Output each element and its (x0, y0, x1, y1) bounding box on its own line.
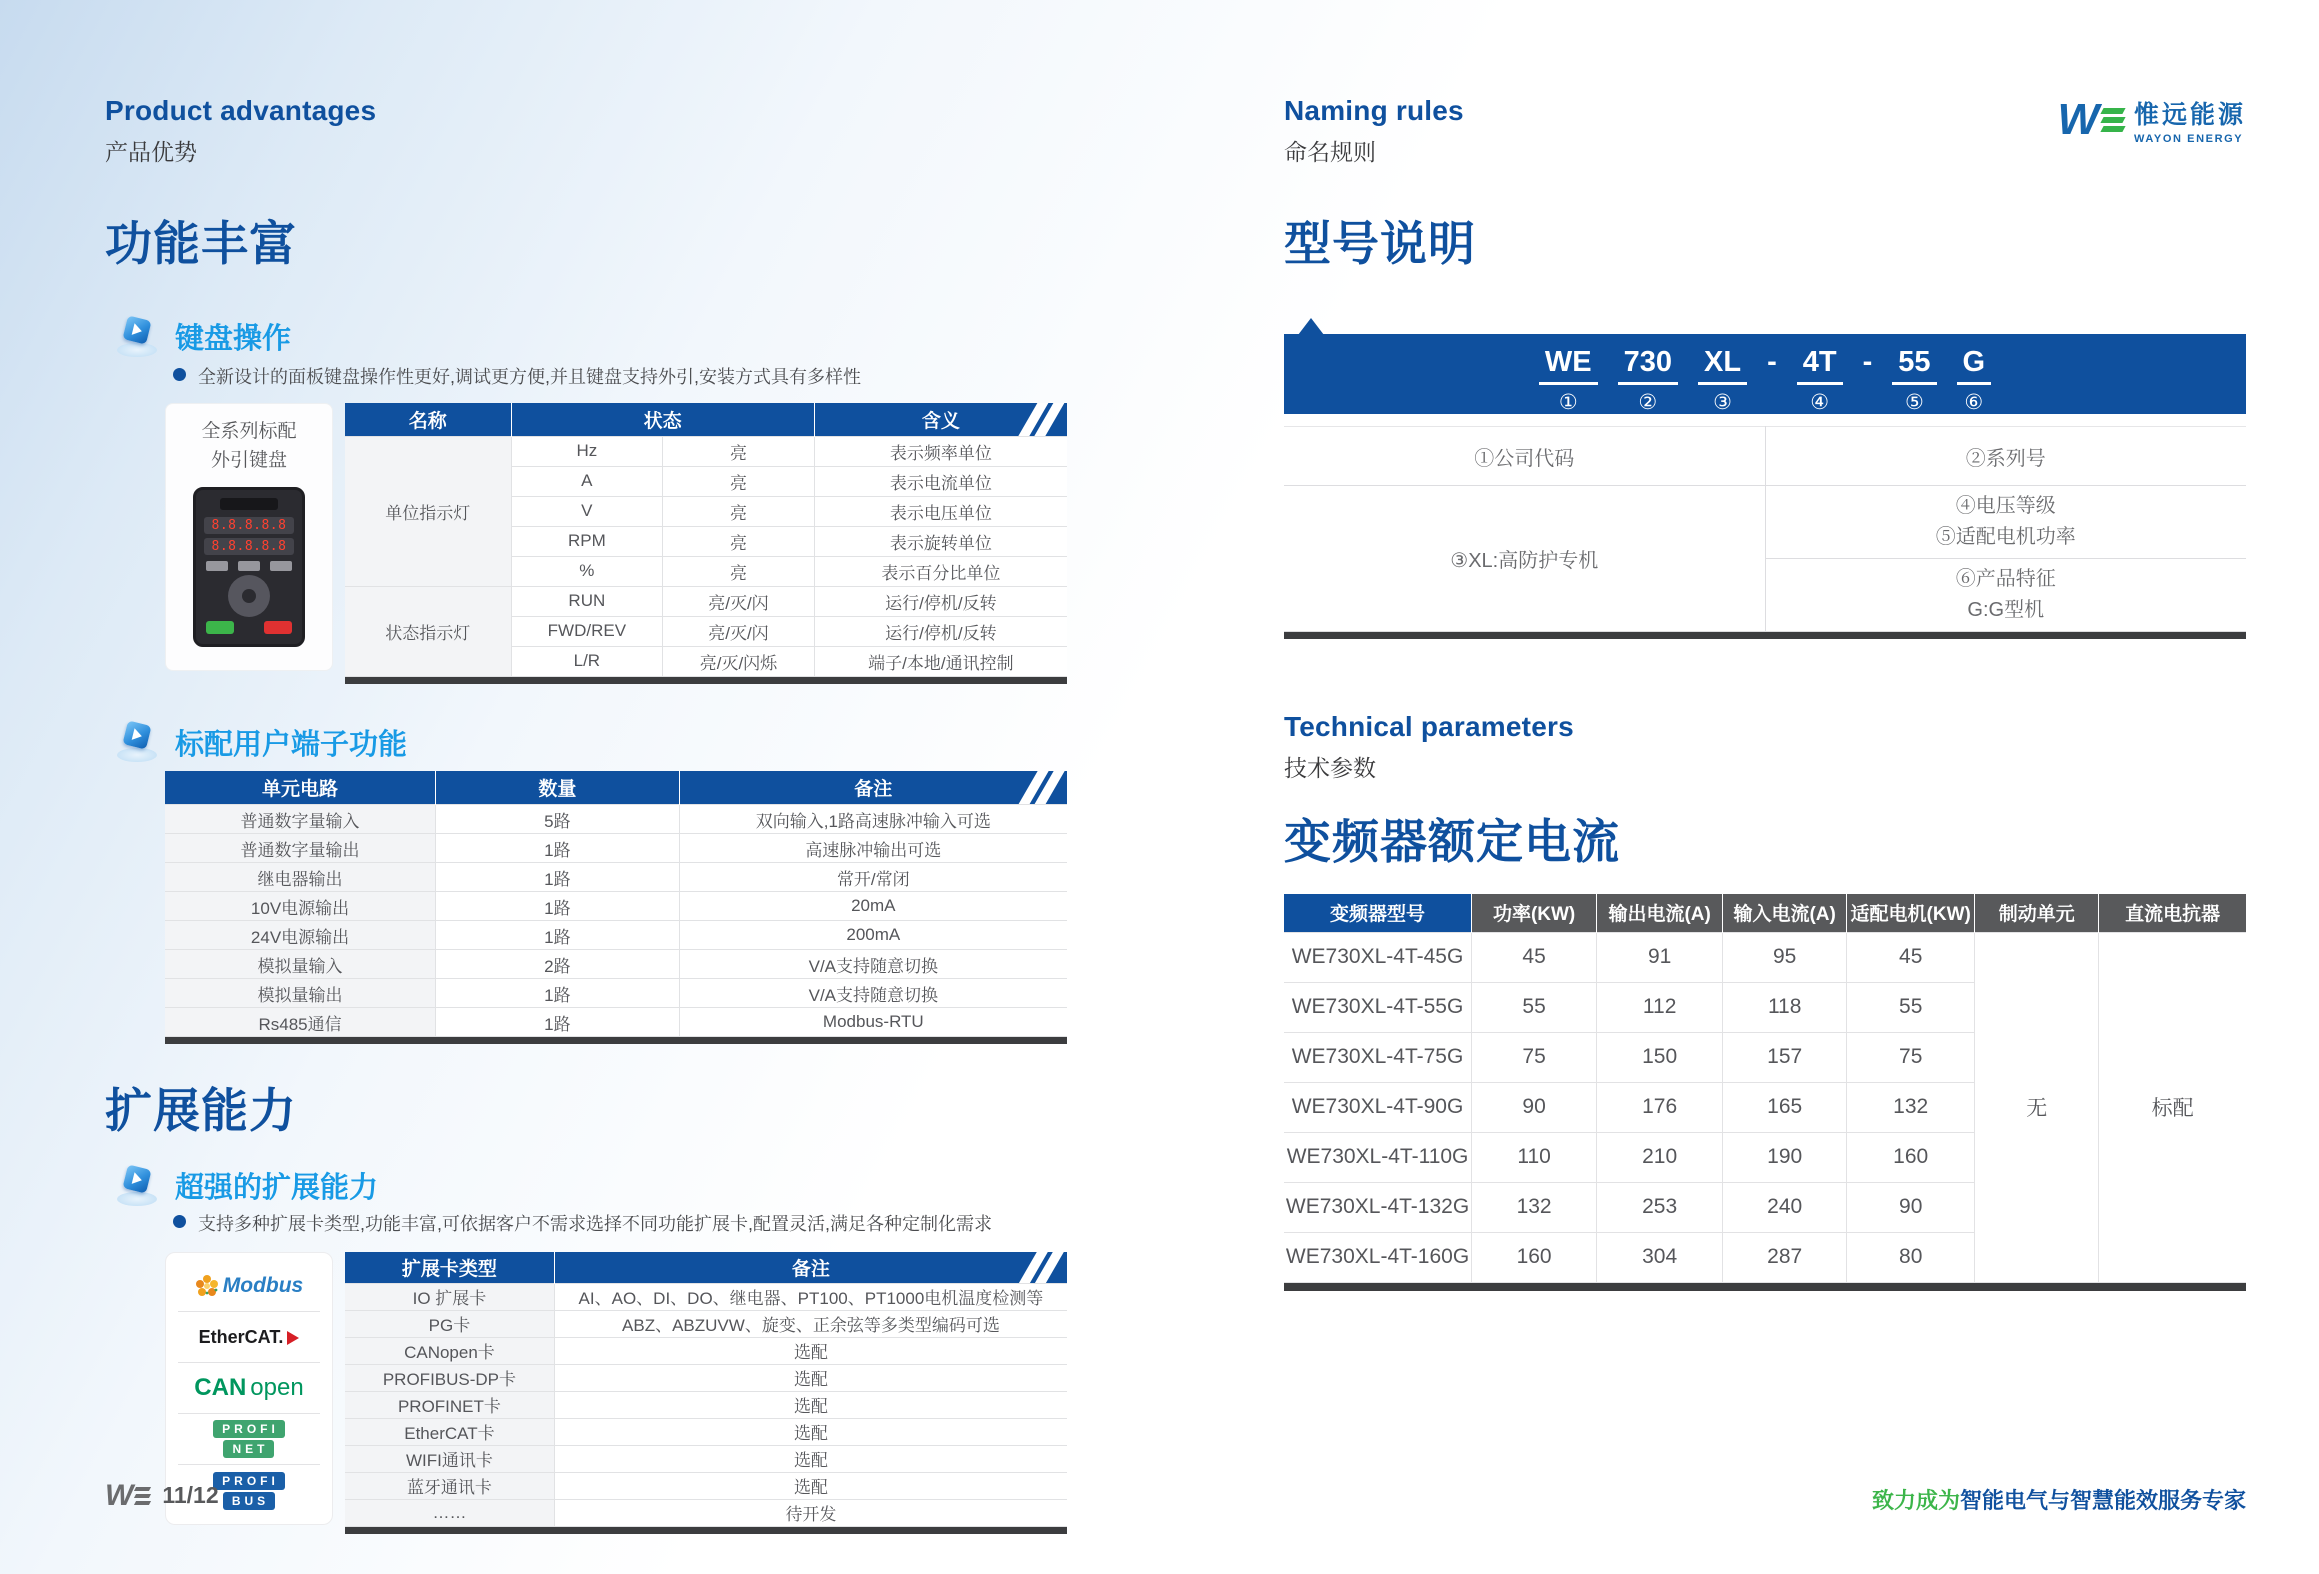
feature-title: 键盘操作 (175, 323, 292, 355)
legend-series-no: ②系列号 (1765, 427, 2246, 486)
table-row (345, 1445, 1067, 1472)
section-title-en: Product advantages (105, 95, 377, 126)
cell-model: WE730XL-4T-110G (1284, 1132, 1472, 1182)
keypad-button (206, 561, 228, 571)
cell: 132 (1847, 1082, 1975, 1132)
naming-legend-table-wrap (1284, 426, 2246, 639)
keypad-run-button (206, 621, 234, 634)
cell: 选配 (554, 1391, 1067, 1418)
keypad-button-row-2 (206, 621, 292, 634)
model-code (1539, 346, 1991, 415)
expansion-table (345, 1252, 1067, 1527)
table-row (345, 1337, 1067, 1364)
col-header-meaning: 含义 (814, 403, 1067, 436)
cell: 蓝牙通讯卡 (345, 1472, 554, 1499)
cell: 模拟量输入 (165, 950, 436, 979)
cell: 90 (1472, 1082, 1597, 1132)
cell: 150 (1597, 1032, 1723, 1082)
cell: 240 (1723, 1182, 1847, 1232)
cell: 160 (1847, 1132, 1975, 1182)
modbus-flower-icon (195, 1274, 219, 1298)
table-row (345, 1283, 1067, 1310)
code-dash: - (1767, 345, 1777, 378)
cell: % (511, 556, 663, 586)
cell: 132 (1472, 1182, 1597, 1232)
keypad-button (238, 561, 260, 571)
code-token: WE ① (1539, 346, 1598, 415)
table-header-row (345, 1252, 1067, 1283)
cell: 200mA (679, 921, 1067, 950)
logo-text-zh: 惟远能源 (2133, 101, 2246, 129)
col-header-circuit: 单元电路 (165, 771, 436, 805)
table-row (165, 1008, 1067, 1037)
cell: 55 (1472, 982, 1597, 1032)
logo-text-en: WAYON ENERGY (2133, 133, 2244, 145)
table-row (165, 863, 1067, 892)
cell: 55 (1847, 982, 1975, 1032)
cell: 90 (1847, 1182, 1975, 1232)
cell-model: WE730XL-4T-55G (1284, 982, 1472, 1032)
cell: 2路 (436, 950, 680, 979)
cell: 亮/灭/闪 (663, 616, 815, 646)
cell: 75 (1472, 1032, 1597, 1082)
cell: 190 (1723, 1132, 1847, 1182)
cell: 运行/停机/反转 (814, 616, 1067, 646)
cell: 表示频率单位 (814, 436, 1067, 466)
cell: 高速脉冲输出可选 (679, 834, 1067, 863)
cell: 继电器输出 (165, 863, 436, 892)
cell: 95 (1723, 932, 1847, 982)
cell: 亮 (663, 436, 815, 466)
cell: 选配 (554, 1418, 1067, 1445)
cell: 1路 (436, 1008, 680, 1037)
cell: 210 (1597, 1132, 1723, 1182)
keypad-caption-line1: 全系列标配 (201, 421, 297, 442)
cell: 表示百分比单位 (814, 556, 1067, 586)
cube-icon (115, 1166, 159, 1206)
heading-rich-features: 功能丰富 (105, 217, 297, 270)
feature-keyboard-operation (115, 316, 1067, 357)
table-row (165, 921, 1067, 950)
legend-product-feature: ⑥产品特征 G:G型机 (1765, 559, 2246, 632)
table-row (1284, 932, 2246, 982)
col-header-card-type: 扩展卡类型 (345, 1252, 554, 1283)
col-header-note: 备注 (554, 1252, 1067, 1283)
col-header-qty: 数量 (436, 771, 680, 805)
ethercat-arrow-icon (287, 1331, 299, 1345)
cell: 110 (1472, 1132, 1597, 1182)
col-header-input-current: 输入电流(A) (1723, 894, 1847, 932)
slogan-green: 致力成为 (1871, 1488, 1960, 1513)
table-header-row (1284, 894, 2246, 932)
cell: 普通数字量输出 (165, 834, 436, 863)
table-header-row (165, 771, 1067, 805)
legend-voltage-power: ④电压等级 ⑤适配电机功率 (1765, 486, 2246, 559)
cell: ABZ、ABZUVW、旋变、正余弦等多类型编码可选 (554, 1310, 1067, 1337)
cell: 45 (1847, 932, 1975, 982)
keypad-display-1: 8.8.8.8.8 (204, 517, 294, 534)
cell: 75 (1847, 1032, 1975, 1082)
cell: 1路 (436, 863, 680, 892)
profibus-logo: PROFI BUS (178, 1465, 320, 1516)
section-title-en: Technical parameters (1284, 711, 1574, 742)
table-row (1284, 427, 2246, 486)
wayon-logo-mark-icon: W (2057, 100, 2124, 140)
col-header-motor: 适配电机(KW) (1847, 894, 1975, 932)
cell: 亮/灭/闪 (663, 586, 815, 616)
cell-brake-unit: 无 (1975, 932, 2099, 1282)
cell: 选配 (554, 1445, 1067, 1472)
bullet-dot-icon (173, 1215, 186, 1228)
section-title-zh: 命名规则 (1284, 139, 1376, 165)
cell: 1路 (436, 921, 680, 950)
cell: PROFINET卡 (345, 1391, 554, 1418)
cell: 20mA (679, 892, 1067, 921)
cell: RUN (511, 586, 663, 616)
cell: AI、AO、DI、DO、继电器、PT100、PT1000电机温度检测等 (554, 1283, 1067, 1310)
cell: PROFIBUS-DP卡 (345, 1364, 554, 1391)
table-row (165, 950, 1067, 979)
cell: 287 (1723, 1232, 1847, 1282)
cell: 亮 (663, 526, 815, 556)
code-token: 55 ⑤ (1892, 346, 1936, 415)
table-row (1284, 486, 2246, 559)
cell: 157 (1723, 1032, 1847, 1082)
cell: V/A支持随意切换 (679, 950, 1067, 979)
cell: 24V电源输出 (165, 921, 436, 950)
code-token: XL ③ (1698, 346, 1747, 415)
col-header-model: 变频器型号 (1284, 894, 1472, 932)
legend-company-code: ①公司代码 (1284, 427, 1765, 486)
code-token: G ⑥ (1957, 346, 1992, 415)
col-header-power: 功率(KW) (1472, 894, 1597, 932)
keypad-button-row-1 (206, 561, 292, 571)
code-token: 730 ② (1618, 346, 1678, 415)
cell: 10V电源输出 (165, 892, 436, 921)
table-row (165, 979, 1067, 1008)
footer-slogan (1872, 1484, 2246, 1515)
slogan-blue: 智能电气与智慧能效服务专家 (1959, 1488, 2246, 1513)
cell: V/A支持随意切换 (679, 979, 1067, 1008)
legend-xl: ③XL:高防护专机 (1284, 486, 1765, 632)
table-row (345, 1391, 1067, 1418)
cell: Hz (511, 436, 663, 466)
heading-rated-current: 变频器额定电流 (1284, 815, 1620, 868)
cell-model: WE730XL-4T-160G (1284, 1232, 1472, 1282)
cell: 双向输入,1路高速脉冲输入可选 (679, 805, 1067, 834)
group-unit-indicators: 单位指示灯 (345, 436, 511, 586)
expansion-table-wrap (345, 1252, 1067, 1534)
keyboard-bullet (173, 363, 1067, 389)
cell: 1路 (436, 979, 680, 1008)
code-token: 4T ④ (1797, 346, 1843, 415)
col-header-note: 备注 (679, 771, 1067, 805)
cell: 亮 (663, 556, 815, 586)
cell: WIFI通讯卡 (345, 1445, 554, 1472)
cell-model: WE730XL-4T-90G (1284, 1082, 1472, 1132)
footer-page-number (105, 1479, 219, 1512)
heading-expansion-capability: 扩展能力 (105, 1084, 297, 1137)
table-row (345, 1472, 1067, 1499)
cell: 模拟量输出 (165, 979, 436, 1008)
cell: 常开/常闭 (679, 863, 1067, 892)
pointer-triangle-icon (1298, 318, 1324, 335)
table-row (165, 805, 1067, 834)
cell: IO 扩展卡 (345, 1283, 554, 1310)
expansion-bullet (173, 1210, 1067, 1236)
cell: 176 (1597, 1082, 1723, 1132)
keypad-display-2: 8.8.8.8.8 (204, 538, 294, 555)
keypad-button (270, 561, 292, 571)
cell-model: WE730XL-4T-132G (1284, 1182, 1472, 1232)
section-title-en: Naming rules (1284, 95, 1464, 126)
cell: 普通数字量输入 (165, 805, 436, 834)
indicator-table (345, 403, 1067, 677)
feature-title: 标配用户端子功能 (175, 728, 408, 761)
cell: RPM (511, 526, 663, 556)
bullet-text: 支持多种扩展卡类型,功能丰富,可依据客户不需求选择不同功能扩展卡,配置灵活,满足各种定制化需求 (198, 1214, 992, 1234)
cell: 1路 (436, 892, 680, 921)
cell-model: WE730XL-4T-75G (1284, 1032, 1472, 1082)
cell: 91 (1597, 932, 1723, 982)
cell: 160 (1472, 1232, 1597, 1282)
cell: 端子/本地/通讯控制 (814, 646, 1067, 676)
cell: CANopen卡 (345, 1337, 554, 1364)
cell: 运行/停机/反转 (814, 586, 1067, 616)
table-row (345, 586, 1067, 616)
table-row (345, 436, 1067, 466)
cell: PG卡 (345, 1310, 554, 1337)
profinet-logo: PROFI NET (178, 1414, 320, 1465)
keypad-caption-line2: 外引键盘 (210, 449, 287, 471)
table-header-row (345, 403, 1067, 436)
cell: 表示电流单位 (814, 466, 1067, 496)
cell: L/R (511, 646, 663, 676)
we-logo-gray-icon: W (105, 1482, 150, 1509)
rated-current-table (1284, 894, 2246, 1283)
code-dash: - (1862, 345, 1873, 378)
cell: 亮 (663, 466, 815, 496)
cell-model: WE730XL-4T-45G (1284, 932, 1472, 982)
table-row (165, 834, 1067, 863)
terminal-table (165, 771, 1067, 1038)
group-status-indicators: 状态指示灯 (345, 586, 511, 676)
cell: 待开发 (554, 1499, 1067, 1526)
cell: 表示电压单位 (814, 496, 1067, 526)
left-page (105, 95, 1067, 1534)
cell: 选配 (554, 1337, 1067, 1364)
cell: 5路 (436, 805, 680, 834)
cell: 112 (1597, 982, 1723, 1032)
table-row (345, 1364, 1067, 1391)
col-header-output-current: 输出电流(A) (1597, 894, 1723, 932)
ethercat-logo: EtherCAT. (178, 1312, 320, 1363)
cell: 45 (1472, 932, 1597, 982)
keypad-dpad (228, 575, 270, 617)
cube-icon (115, 317, 159, 357)
cell: 80 (1847, 1232, 1975, 1282)
cell: Modbus-RTU (679, 1008, 1067, 1037)
cell: 亮 (663, 496, 815, 526)
canopen-logo: CAN open (178, 1363, 320, 1414)
cell: 亮/灭/闪烁 (663, 646, 815, 676)
cell: 表示旋转单位 (814, 526, 1067, 556)
naming-legend-table (1284, 426, 2246, 632)
table-row (165, 892, 1067, 921)
section-title-zh: 技术参数 (1284, 755, 1376, 781)
keypad-stop-button (264, 621, 292, 634)
cell: 304 (1597, 1232, 1723, 1282)
table-row (345, 1310, 1067, 1337)
table-row (345, 1418, 1067, 1445)
cell: 1路 (436, 834, 680, 863)
section-header-technical-parameters (1284, 711, 2246, 783)
bullet-text: 全新设计的面板键盘操作性更好,调试更方便,并且键盘支持外引,安装方式具有多样性 (198, 367, 861, 387)
feature-terminal-functions (115, 722, 1067, 763)
rated-current-table-wrap (1284, 894, 2246, 1291)
keypad-card (165, 403, 333, 671)
cell-dc-reactor: 标配 (2099, 932, 2246, 1282)
cell: 选配 (554, 1364, 1067, 1391)
cube-icon (115, 722, 159, 762)
section-header-product-advantages (105, 95, 1067, 167)
cell: EtherCAT卡 (345, 1418, 554, 1445)
col-header-dc-reactor: 直流电抗器 (2099, 894, 2246, 932)
feature-expansion (115, 1165, 1067, 1206)
cell: 165 (1723, 1082, 1847, 1132)
cell: 选配 (554, 1472, 1067, 1499)
bullet-dot-icon (173, 368, 186, 381)
cell: …… (345, 1499, 554, 1526)
col-header-brake-unit: 制动单元 (1975, 894, 2099, 932)
col-header-state: 状态 (511, 403, 814, 436)
terminal-table-wrap (165, 771, 1067, 1045)
indicator-table-wrap (345, 403, 1067, 684)
section-title-zh: 产品优势 (105, 139, 197, 165)
model-naming-band (1284, 334, 2246, 414)
heading-model-description: 型号说明 (1284, 217, 1476, 270)
table-row (345, 1499, 1067, 1526)
keypad-top-slot (220, 498, 278, 510)
page-number: 11/12 (162, 1482, 219, 1508)
cell: Rs485通信 (165, 1008, 436, 1037)
keypad-image (193, 487, 305, 647)
cell: 253 (1597, 1182, 1723, 1232)
right-page (1284, 95, 2246, 1291)
wayon-energy-logo (2057, 95, 2246, 145)
cell: FWD/REV (511, 616, 663, 646)
cell: A (511, 466, 663, 496)
cell: 118 (1723, 982, 1847, 1032)
feature-title: 超强的扩展能力 (175, 1172, 379, 1204)
cell: V (511, 496, 663, 526)
col-header-name: 名称 (345, 403, 511, 436)
modbus-logo: Modbus (178, 1261, 320, 1312)
